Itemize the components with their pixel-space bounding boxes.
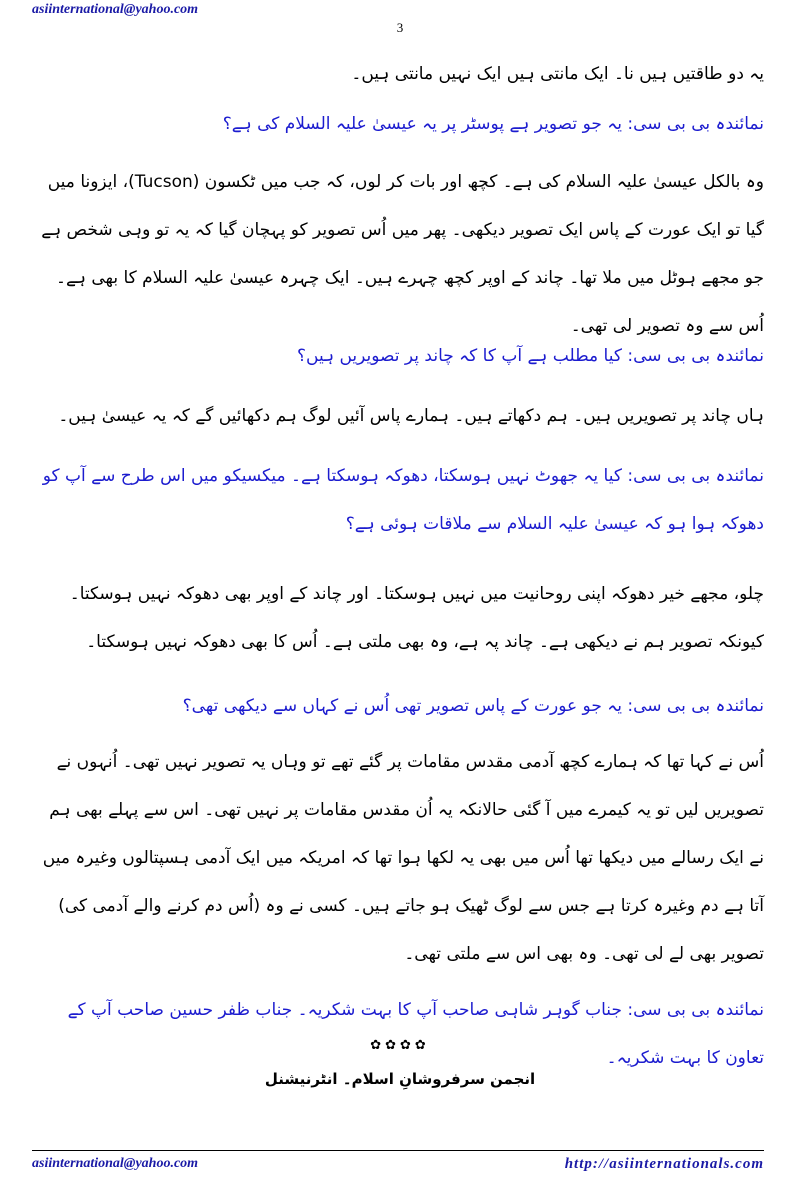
header-email: asiinternational@yahoo.com bbox=[32, 2, 199, 17]
paragraph-question-2: نمائندہ بی بی سی: کیا مطلب ہے آپ کا کہ چاند پر تصویریں ہیں؟ bbox=[297, 346, 764, 366]
paragraph-question-4: نمائندہ بی بی سی: یہ جو عورت کے پاس تصویر تھی اُس نے کہاں سے دیکھی تھی؟ bbox=[182, 696, 764, 716]
paragraph-question-1: نمائندہ بی بی سی: یہ جو تصویر ہے پوسٹر پر یہ عیسیٰ علیہ السلام کی ہے؟ bbox=[222, 114, 764, 134]
footer-email: asiinternational@yahoo.com bbox=[32, 1156, 199, 1171]
paragraph-answer-1: یہ دو طاقتیں ہیں نا۔ ایک مانتی ہیں ایک نہیں مانتی ہیں۔ bbox=[351, 64, 764, 84]
paragraph-question-5: نمائندہ بی بی سی: جناب گوہر شاہی صاحب آپ کا بہت شکریہ۔ جناب ظفر حسین صاحب آپ کے تعاون کا بہت شکریہ۔ bbox=[67, 1000, 764, 1068]
footer-rule bbox=[32, 1150, 764, 1151]
paragraph-answer-2: وہ بالکل عیسیٰ علیہ السلام کی ہے۔ کچھ اور بات کر لوں، کہ جب میں ٹکسون (Tucson)، ایزونا میں گیا تو ایک عورت کے پاس ایک تصویر دیکھی۔ پھر میں اُس تصویر کو پہچان گیا کہ یہ تو وہی شخص ہے جو مجھے ہوٹل میں ملا تھا۔ چاند کے اوپر کچھ چہرے ہیں۔ ایک چہرہ عیسیٰ علیہ السلام کا بھی ہے۔ اُس سے وہ تصویر لی تھی۔ bbox=[41, 172, 764, 336]
paragraph-answer-3: ہاں چاند پر تصویریں ہیں۔ ہم دکھاتے ہیں۔ ہمارے پاس آئیں لوگ ہم دکھائیں گے کہ یہ عیسیٰ ہیں۔ bbox=[58, 406, 764, 426]
paragraph-question-3: نمائندہ بی بی سی: کیا یہ جھوٹ نہیں ہوسکتا، دھوکہ ہوسکتا ہے۔ میکسیکو میں اس طرح سے آپ کو دھوکہ ہوا ہو کہ عیسیٰ علیہ السلام سے ملاقات ہوئی ہے؟ bbox=[42, 466, 764, 534]
paragraph-answer-4: چلو، مجھے خیر دھوکہ اپنی روحانیت میں نہیں ہوسکتا۔ اور چاند کے اوپر بھی دھوکہ نہیں ہوسکتا۔ کیونکہ تصویر ہم نے دیکھی ہے۔ چاند پہ ہے، وہ بھی ملتی ہے۔ اُس کا بھی دھوکہ نہیں ہوسکتا۔ bbox=[69, 584, 764, 652]
paragraph-answer-5: اُس نے کہا تھا کہ ہمارے کچھ آدمی مقدس مقامات پر گئے تھے تو وہاں یہ تصویر نہیں تھی۔ اُنہوں نے تصویریں لیں تو یہ کیمرے میں آ گئی حالانکہ یہ اُن مقدس مقامات پر نہیں تھی۔ اس سے پہلے بھی ہم نے ایک رسالے میں دیکھا تھا اُس میں بھی یہ لکھا ہوا تھا کہ امریکہ میں ایک آدمی ہسپتالوں وغیرہ میں آتا ہے دم وغیرہ کرتا ہے جس سے لوگ ٹھیک ہو جاتے ہیں۔ کسی نے وہ (اُس دم کرنے والے آدمی کی) تصویر بھی لے لی تھی۔ وہ بھی اس سے ملتی تھی۔ bbox=[42, 752, 764, 964]
ornament-divider: ✿✿✿✿ bbox=[370, 1038, 430, 1053]
footer-url: http://asiinternationals.com bbox=[564, 1156, 764, 1172]
organization-name: انجمن سرفروشانِ اسلام۔ انٹرنیشنل bbox=[264, 1070, 536, 1088]
page-number: 3 bbox=[396, 20, 404, 35]
